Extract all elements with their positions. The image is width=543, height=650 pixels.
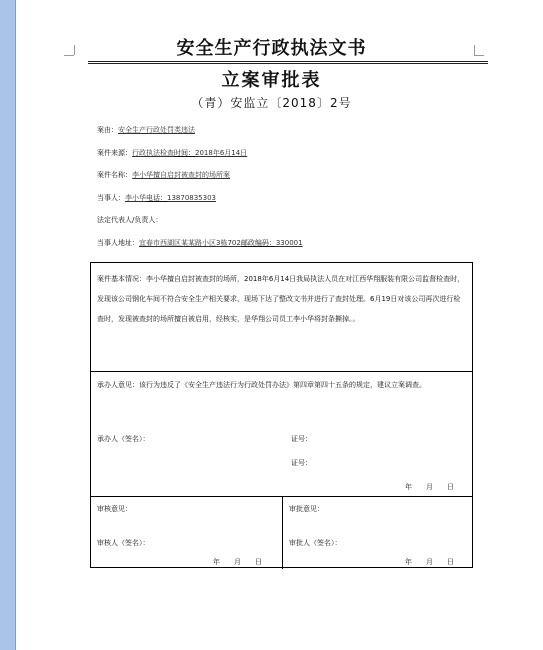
handler-date: 年 月 日 [405,483,454,491]
title-rule [88,63,488,64]
case-cause-label: 案由： [97,126,118,134]
legal-rep-label: 法定代表人/负责人： [97,216,163,224]
reviewer-signature-label: 审核人（签名）： [97,539,150,547]
case-name-label: 案件名称： [97,171,132,179]
party-value: 李小华 [125,194,146,202]
time-value: 2018年6月14日 [195,149,248,157]
document-number: （青）安监立〔2018〕2号 [191,96,352,110]
approval-opinion-label: 审批意见： [289,505,324,513]
approver-signature-label: 审批人（签名）： [289,539,342,547]
handler-signature-label: 承办人（签名）： [97,435,150,443]
case-source-value: 行政执法检查 [132,149,174,157]
handler-cert-number-2: 证号： [291,459,312,467]
form-title: 立案审批表 [221,70,322,91]
review-date: 年 月 日 [213,558,262,566]
case-summary: 案件基本情况：李小华擅自启封被查封的场所，2018年6月14日我局执法人员在对江西华翔服装有限公司监督检查时，发现该公司钢化车间不符合安全生产相关要求，现场下达了整改文书并进行了查封处理。6月19日对该公司再次进行检查时，发现被查封的场所擅自被启用，经核实，是华翔公司员工李小华将封条撕掉。。 [97,275,465,323]
title-rule [88,61,488,62]
document-title: 安全生产行政执法文书 [176,38,367,59]
approval-date: 年 月 日 [405,558,454,566]
legal-rep-row [97,215,162,225]
approval-table [90,262,473,568]
party-label: 当事人： [97,194,125,202]
case-source-label: 案件来源： [97,149,132,157]
review-opinion-label: 审核意见： [97,505,132,513]
phone-value: 13870835303 [167,194,216,202]
case-source-row [97,148,247,158]
handler-cert-number-1: 证号： [291,435,312,443]
postcode-value: 330001 [275,239,303,247]
postcode-label: 邮政编码： [240,239,276,247]
address-label: 当事人地址： [97,239,139,247]
address-value: 宜春市西湖区某某路小区3栋702 [139,239,241,247]
case-name-row [97,170,347,180]
case-cause-row [97,125,195,135]
table-divider-vertical [282,496,283,569]
table-divider [91,371,472,372]
address-row [97,238,303,248]
case-name-value: 李小华擅自启封被查封的场所案 [132,171,230,179]
party-row [97,193,216,203]
phone-label: 电话： [146,194,167,202]
case-cause-value: 安全生产行政处罚类违法 [118,126,195,134]
handler-opinion: 承办人意见：该行为违反了《安全生产违法行为行政处罚办法》第四章第四十五条的规定，建议立案调查。 [97,381,426,389]
time-label: 时间： [174,149,195,157]
